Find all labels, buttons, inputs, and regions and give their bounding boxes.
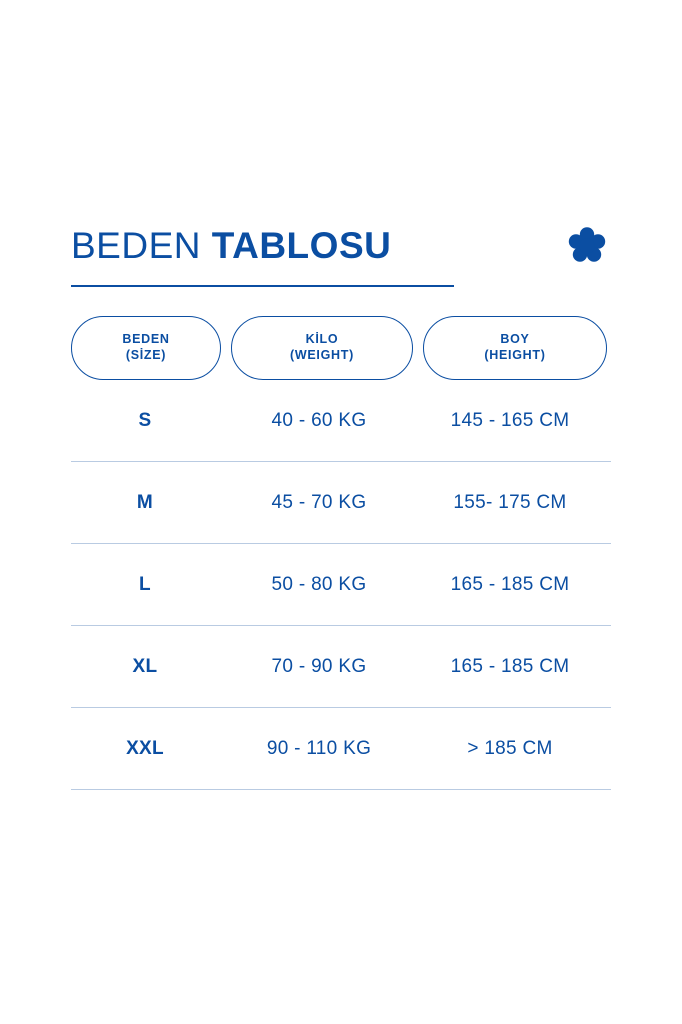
- table-row: [71, 544, 611, 626]
- table-header-row: [71, 316, 611, 380]
- header-pill-weight: [231, 316, 413, 380]
- cell-weight: 70 - 90 KG: [271, 655, 367, 677]
- cell-weight: 50 - 80 KG: [271, 573, 367, 595]
- header-weight-line2: (WEIGHT): [290, 348, 354, 362]
- header-weight-line1: KİLO: [305, 332, 339, 347]
- page-title-light: BEDEN: [71, 225, 201, 266]
- title-row: [71, 218, 611, 274]
- header-pill-height: [423, 316, 607, 380]
- cell-size: XXL: [126, 737, 164, 759]
- cell-size: XL: [132, 655, 158, 677]
- cell-weight: 45 - 70 KG: [271, 491, 367, 513]
- cell-weight: 90 - 110 KG: [266, 737, 372, 759]
- cell-height: > 185 CM: [467, 737, 553, 759]
- table-row: [71, 626, 611, 708]
- header-height-line1: BOY: [500, 332, 530, 347]
- table-row: [71, 462, 611, 544]
- cell-height: 165 - 185 CM: [450, 573, 570, 595]
- table-body: [71, 380, 611, 790]
- cell-weight: 40 - 60 KG: [271, 409, 367, 431]
- cell-height: 145 - 165 CM: [450, 409, 570, 431]
- header-size-line1: BEDEN: [122, 332, 170, 347]
- page-title-bold: TABLOSU: [211, 225, 392, 266]
- table-row: [71, 380, 611, 462]
- cell-height: 155- 175 CM: [453, 491, 567, 513]
- size-chart-content: [71, 218, 611, 790]
- title-underline: [71, 285, 454, 287]
- cell-size: S: [138, 409, 152, 431]
- cell-height: 165 - 185 CM: [450, 655, 570, 677]
- page-title: [71, 225, 391, 267]
- header-pill-size: [71, 316, 221, 380]
- table-row: [71, 708, 611, 790]
- flower-icon: [567, 226, 607, 266]
- header-size-line2: (SİZE): [125, 348, 167, 362]
- cell-size: L: [139, 573, 151, 595]
- cell-size: M: [136, 491, 154, 513]
- header-height-line2: (HEIGHT): [484, 348, 546, 362]
